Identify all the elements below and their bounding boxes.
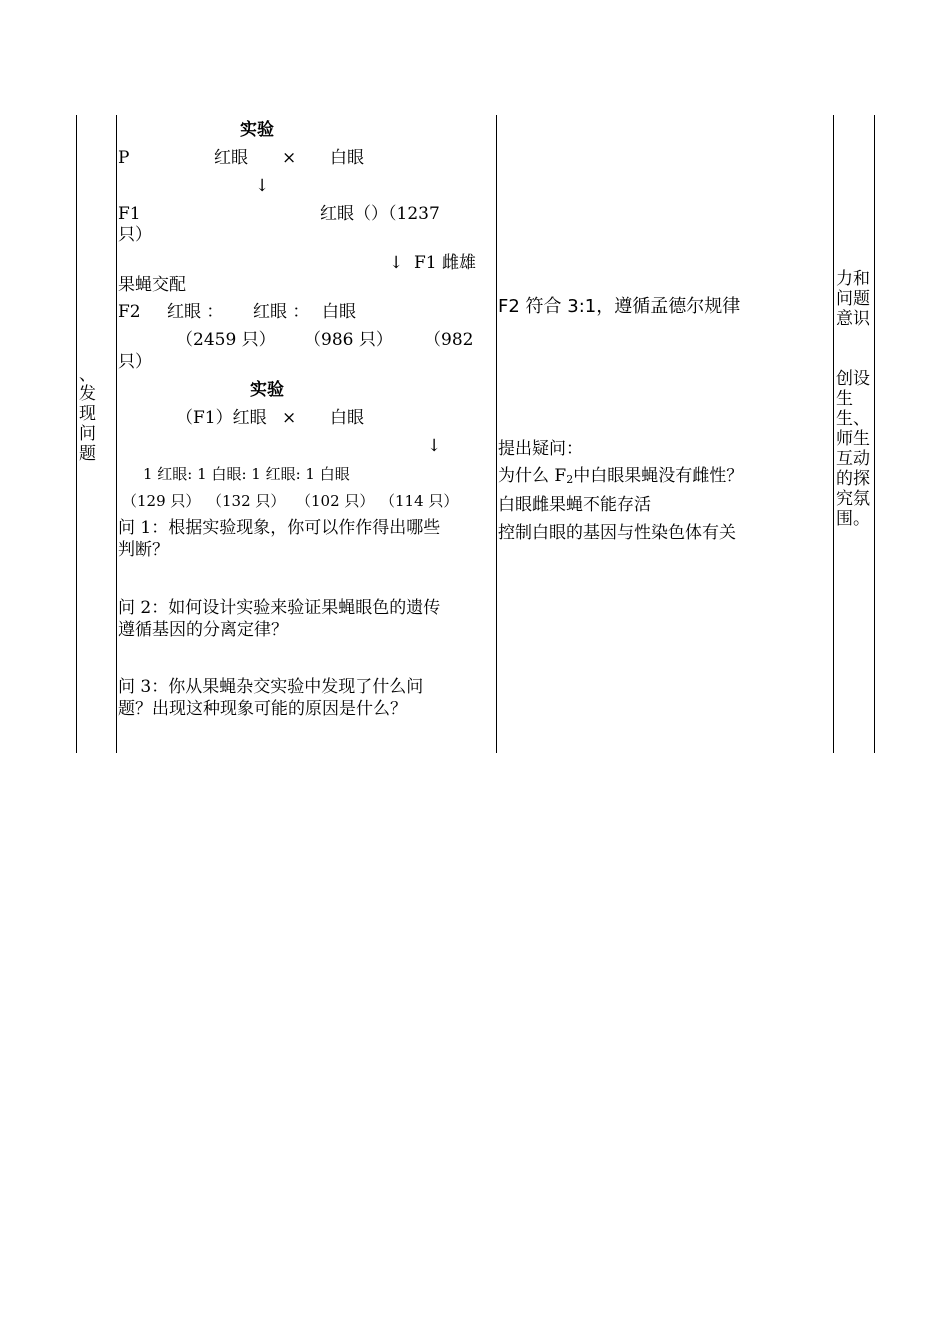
intent-line: 的探 xyxy=(836,469,870,489)
testcross-count-4: （114 只） xyxy=(380,492,459,510)
question-3-line2: 题？出现这种现象可能的原因是什么？ xyxy=(118,699,407,719)
testcross-ratio: 1 红眼: 1 白眼: 1 红眼: 1 白眼 xyxy=(143,465,350,483)
intent-line: 究氛 xyxy=(836,489,870,509)
f1-mate-wrap: 果蝇交配 xyxy=(118,275,186,295)
question-2-line1: 问 2：如何设计实验来验证果蝇眼色的遗传 xyxy=(118,598,441,618)
f2-count-2: （986 只） xyxy=(304,330,393,350)
f1-result: 红眼（）（1237 xyxy=(320,204,440,224)
intent-line: 生、 xyxy=(836,409,870,429)
p-female: 红眼 xyxy=(214,148,248,168)
stage-mark: 、 xyxy=(79,365,96,385)
intent-line: 意识 xyxy=(836,309,870,329)
f1-label: F1 xyxy=(118,204,141,224)
intent-group-1 xyxy=(836,269,874,329)
f1-mate: F1 雌雄 xyxy=(414,253,477,273)
ask-label: 提出疑问： xyxy=(498,439,583,459)
f1-wrap: 只） xyxy=(118,225,152,245)
ask-question: 为什么 $F_2$中白眼果蝇没有雌性？ xyxy=(498,466,744,486)
intent-line: 力和 xyxy=(836,269,870,289)
stage-char: 发 xyxy=(79,384,96,404)
down-arrow-icon: ↓ xyxy=(427,436,442,456)
experiment1-title: 实验 xyxy=(240,120,274,140)
stage-char: 问 xyxy=(79,424,96,444)
intent-line: 师生 xyxy=(836,429,870,449)
stage-column xyxy=(79,365,101,464)
testcross-a: （F1）红眼 xyxy=(176,408,267,428)
intent-line: 问题 xyxy=(836,289,870,309)
f2-label: F2 xyxy=(118,302,141,322)
hypothesis-2: 控制白眼的基因与性染色体有关 xyxy=(498,523,736,543)
testcross-b: 白眼 xyxy=(330,408,364,428)
f2-count-3: （982 xyxy=(424,330,474,350)
p-male: 白眼 xyxy=(330,148,364,168)
table-border-left xyxy=(76,115,77,753)
table-border-right xyxy=(874,115,875,753)
hypothesis-1: 白眼雌果蝇不能存活 xyxy=(498,495,651,515)
question-1-line2: 判断？ xyxy=(118,540,169,560)
question-3-line1: 问 3：你从果蝇杂交实验中发现了什么问 xyxy=(118,677,424,697)
cross-sign: × xyxy=(282,408,297,428)
down-arrow-icon: ↓ xyxy=(255,176,270,196)
f2-phenotype-b: 红眼 ： xyxy=(253,302,310,322)
intent-line: 创设 xyxy=(836,369,870,389)
stage-char: 现 xyxy=(79,404,96,424)
table-border-col3 xyxy=(833,115,834,753)
table-border-col1 xyxy=(116,115,117,753)
f2-count-1: （2459 只） xyxy=(176,330,276,350)
intent-line: 生 xyxy=(836,389,853,409)
p-label: P xyxy=(118,148,130,168)
f2-conclusion: F2 符合 3:1，遵循孟德尔规律 xyxy=(498,296,741,317)
testcross-count-2: （132 只） xyxy=(207,492,286,510)
cross-sign: × xyxy=(282,148,297,168)
testcross-count-1: （129 只） xyxy=(122,492,201,510)
question-2-line2: 遵循基因的分离定律？ xyxy=(118,620,288,640)
table-border-col2 xyxy=(496,115,497,753)
down-arrow-icon: ↓ xyxy=(389,253,404,273)
question-1-line1: 问 1：根据实验现象，你可以作作得出哪些 xyxy=(118,518,441,538)
intent-line: 围。 xyxy=(836,509,870,529)
f2-phenotype-a: 红眼 ： xyxy=(167,302,224,322)
intent-line: 互动 xyxy=(836,449,870,469)
f2-phenotype-c: 白眼 xyxy=(322,302,356,322)
testcross-count-3: （102 只） xyxy=(296,492,375,510)
f2-wrap: 只） xyxy=(118,352,152,372)
stage-char: 题 xyxy=(79,444,96,464)
experiment2-title: 实验 xyxy=(250,380,284,400)
intent-group-2 xyxy=(836,369,874,529)
